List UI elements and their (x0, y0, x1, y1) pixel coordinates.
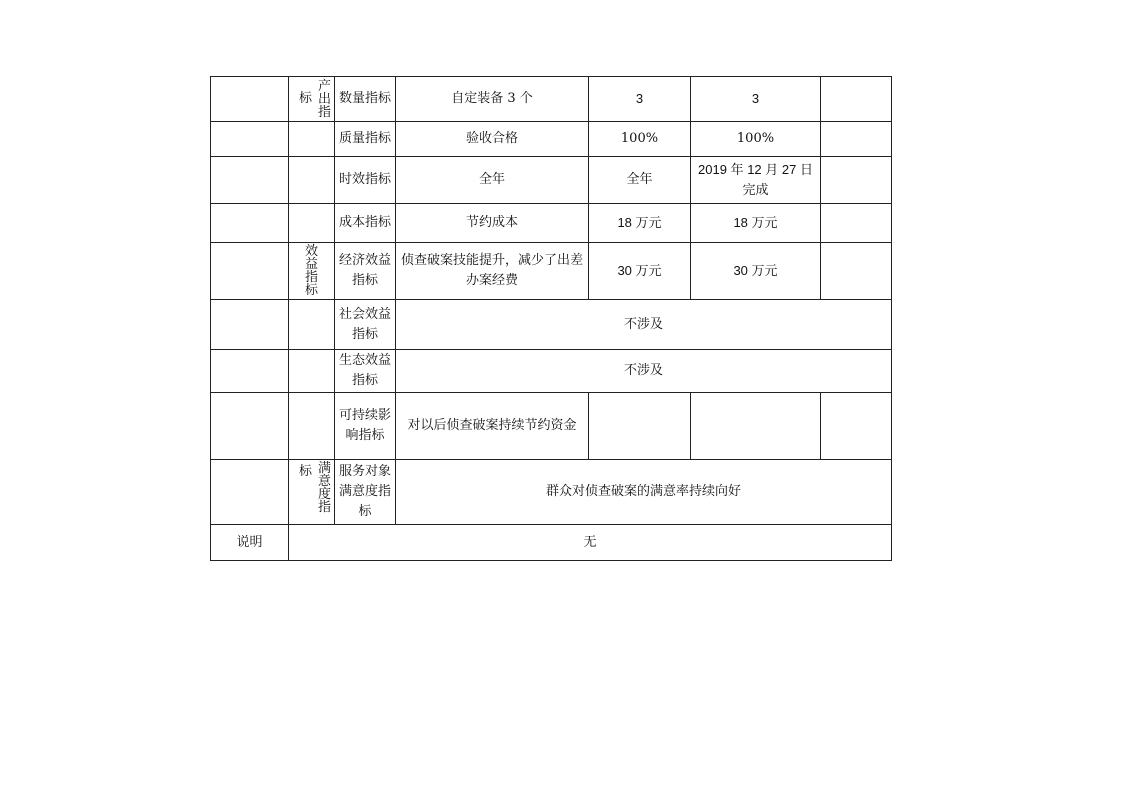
indicator-name: 数量指标 (335, 77, 396, 122)
actual-value: 100% (691, 122, 821, 157)
level1-cell (211, 460, 289, 525)
indicator-name: 服务对象满意度指标 (335, 460, 396, 525)
planned-value: 18 万元 (589, 204, 691, 243)
level1-cell (211, 393, 289, 460)
table-row (211, 77, 892, 122)
performance-indicator-table (210, 76, 892, 561)
footer-value: 无 (289, 525, 892, 561)
level1-cell (211, 243, 289, 300)
target-value: 自定装备 3 个 (396, 77, 589, 122)
category-cell (289, 300, 335, 350)
indicator-name: 质量指标 (335, 122, 396, 157)
level1-cell (211, 300, 289, 350)
target-value: 对以后侦查破案持续节约资金 (396, 393, 589, 460)
planned-value: 30 万元 (589, 243, 691, 300)
level1-cell (211, 157, 289, 204)
planned-value: 100% (589, 122, 691, 157)
level1-cell (211, 204, 289, 243)
actual-value (691, 393, 821, 460)
table-row (211, 350, 892, 393)
satisfaction-category-cell (289, 460, 335, 525)
table-row (211, 204, 892, 243)
indicator-name: 社会效益指标 (335, 300, 396, 350)
footer-label: 说明 (211, 525, 289, 561)
planned-value (589, 393, 691, 460)
indicator-name: 成本指标 (335, 204, 396, 243)
actual-value: 30 万元 (691, 243, 821, 300)
planned-value: 全年 (589, 157, 691, 204)
actual-value: 2019 年 12 月 27 日完成 (691, 157, 821, 204)
level1-cell (211, 350, 289, 393)
category-side-label: 标 (298, 91, 312, 106)
level1-cell (211, 122, 289, 157)
category-side-label: 标 (298, 464, 312, 479)
target-value: 验收合格 (396, 122, 589, 157)
note-cell (821, 122, 892, 157)
table-row (211, 300, 892, 350)
category-cell (289, 204, 335, 243)
table-row (211, 525, 892, 561)
merged-value: 不涉及 (396, 300, 892, 350)
merged-value: 群众对侦查破案的满意率持续向好 (396, 460, 892, 525)
table-row (211, 122, 892, 157)
indicator-name: 经济效益指标 (335, 243, 396, 300)
category-cell (289, 350, 335, 393)
table-row (211, 243, 892, 300)
table-row (211, 460, 892, 525)
category-cell (289, 393, 335, 460)
category-vertical-label: 满意度指 (318, 461, 332, 515)
note-cell (821, 204, 892, 243)
category-cell (289, 157, 335, 204)
table-row (211, 157, 892, 204)
note-cell (821, 77, 892, 122)
indicator-name: 时效指标 (335, 157, 396, 204)
indicator-name: 可持续影响指标 (335, 393, 396, 460)
target-value: 节约成本 (396, 204, 589, 243)
table-row (211, 393, 892, 460)
note-cell (821, 243, 892, 300)
actual-value: 3 (691, 77, 821, 122)
note-cell (821, 393, 892, 460)
category-vertical-label: 效益指标 (305, 244, 319, 298)
category-cell (289, 122, 335, 157)
merged-value: 不涉及 (396, 350, 892, 393)
target-value: 侦查破案技能提升，减少了出差办案经费 (396, 243, 589, 300)
planned-value: 3 (589, 77, 691, 122)
category-vertical-label: 产出指 (318, 78, 332, 120)
target-value: 全年 (396, 157, 589, 204)
indicator-name: 生态效益指标 (335, 350, 396, 393)
level1-cell (211, 77, 289, 122)
benefit-category-cell (289, 243, 335, 300)
actual-value: 18 万元 (691, 204, 821, 243)
output-category-cell (289, 77, 335, 122)
note-cell (821, 157, 892, 204)
